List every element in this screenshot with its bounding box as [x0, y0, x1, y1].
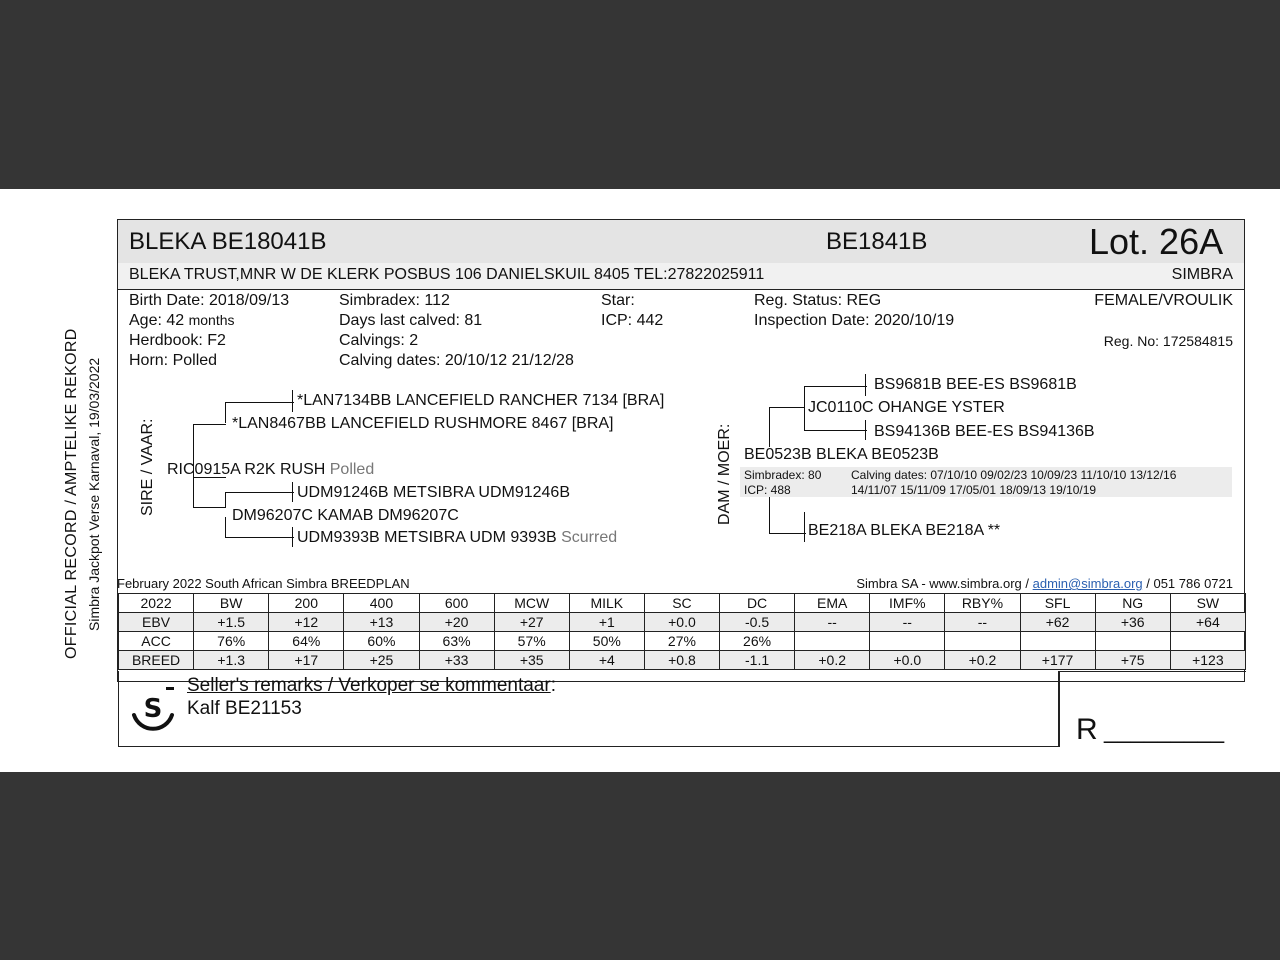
- sire-tree-sss-tick: [292, 390, 293, 412]
- ebv-cell: 57%: [494, 632, 569, 651]
- calving-dates: Calving dates: 20/10/12 21/12/28: [339, 352, 574, 369]
- ebv-cell: +17: [269, 651, 344, 670]
- ebv-cell: EBV: [119, 613, 194, 632]
- dam-tree-dsd-tick: [865, 420, 866, 440]
- owner-info: BLEKA TRUST,MNR W DE KLERK POSBUS 106 DANIELSKUIL 8405 TEL:27822025911: [129, 266, 765, 283]
- contact-prefix: Simbra SA - www.simbra.org /: [856, 576, 1033, 591]
- ebv-cell: +62: [1020, 613, 1095, 632]
- ebv-cell: [945, 632, 1020, 651]
- breedplan-source: February 2022 South African Simbra BREEDPLAN: [117, 576, 410, 591]
- side-sale-info: Simbra Jackpot Verse Karnaval, 19/03/2022: [86, 357, 102, 631]
- animal-id-code: BE1841B: [826, 228, 928, 255]
- price-label: R: [1076, 713, 1098, 746]
- ebv-cell: +35: [494, 651, 569, 670]
- ebv-header-row: [119, 594, 1246, 613]
- ebv-cell: 60%: [344, 632, 419, 651]
- sire-sire-sire: *LAN7134BB LANCEFIELD RANCHER 7134 [BRA]: [297, 392, 665, 409]
- ebv-col-header: 2022: [119, 594, 194, 613]
- side-title: OFFICIAL RECORD / AMPTELIKE REKORD: [63, 328, 80, 659]
- dam-sire: JC0110C OHANGE YSTER: [808, 399, 1005, 416]
- ebv-cell: +75: [1095, 651, 1170, 670]
- ebv-row-acc: [119, 632, 1246, 651]
- ebv-cell: +36: [1095, 613, 1170, 632]
- ebv-col-header: MILK: [569, 594, 644, 613]
- remarks-title-text: Seller's remarks / Verkoper se kommentaar: [187, 675, 551, 696]
- ebv-cell: 50%: [569, 632, 644, 651]
- dam-tree-top: [769, 407, 805, 408]
- remarks-box: [118, 671, 1059, 747]
- ebv-cell: +0.0: [644, 613, 719, 632]
- ebv-cell: --: [945, 613, 1020, 632]
- ebv-cell: +177: [1020, 651, 1095, 670]
- sire-dam-dam: [297, 529, 617, 547]
- sire-tree-sd-link: [193, 477, 194, 507]
- dam-tree-dss-tick: [865, 374, 866, 396]
- dam-label: DAM / MOER:: [716, 423, 733, 525]
- ebv-cell: +25: [344, 651, 419, 670]
- remarks-title: [187, 675, 556, 697]
- days-last-calved: Days last calved: 81: [339, 312, 483, 329]
- ebv-col-header: RBY%: [945, 594, 1020, 613]
- sire-tree-top: [193, 424, 226, 425]
- dam-simbradex: Simbradex: 80: [744, 468, 822, 482]
- simbradex: Simbradex: 112: [339, 292, 450, 309]
- breedplan-contact: [856, 576, 1233, 591]
- dam-stats-strip: [740, 467, 1232, 497]
- ebv-cell: +0.2: [795, 651, 870, 670]
- ebv-cell: +20: [419, 613, 494, 632]
- sire-tree-ssd-tick: [292, 482, 293, 502]
- sire-dam-dam-horn: Scurred: [561, 529, 618, 546]
- ebv-cell: [1020, 632, 1095, 651]
- reg-number: Reg. No: 172584815: [1103, 333, 1233, 349]
- animal-name: BLEKA BE18041B: [129, 228, 327, 255]
- ebv-cell: +0.0: [870, 651, 945, 670]
- ebv-col-header: SC: [644, 594, 719, 613]
- ebv-col-header: NG: [1095, 594, 1170, 613]
- ebv-cell: +64: [1170, 613, 1245, 632]
- remarks-text: Kalf BE21153: [187, 698, 302, 719]
- herdbook: Herdbook: F2: [129, 332, 226, 349]
- ebv-cell: 26%: [720, 632, 795, 651]
- ebv-col-header: 400: [344, 594, 419, 613]
- horn-status: Horn: Polled: [129, 352, 218, 369]
- header-band: [118, 220, 1244, 264]
- record-sheet: [0, 189, 1280, 772]
- ebv-cell: -0.5: [720, 613, 795, 632]
- dam-sire-sire: BS9681B BEE-ES BS9681B: [874, 376, 1077, 393]
- sire-sire: *LAN8467BB LANCEFIELD RUSHMORE 8467 [BRA]: [232, 415, 614, 432]
- icp: ICP: 442: [601, 312, 664, 329]
- ebv-col-header: EMA: [795, 594, 870, 613]
- ebv-cell: +13: [344, 613, 419, 632]
- ebv-col-header: IMF%: [870, 594, 945, 613]
- age-unit: months: [188, 312, 235, 328]
- ebv-cell: +1.3: [194, 651, 269, 670]
- age-value: Age: 42: [129, 312, 185, 329]
- ebv-row-ebv: [119, 613, 1246, 632]
- breed-name: SIMBRA: [1171, 266, 1233, 283]
- sire-tree-sd: [193, 507, 226, 508]
- ebv-cell: [1095, 632, 1170, 651]
- dam-sire-dam: BS94136B BEE-ES BS94136B: [874, 423, 1095, 440]
- owner-band: [118, 263, 1244, 290]
- ebv-cell: +1.5: [194, 613, 269, 632]
- contact-suffix: / 051 786 0721: [1142, 576, 1233, 591]
- star: Star:: [601, 292, 635, 309]
- dam-dam: BE218A BLEKA BE218A **: [808, 522, 1001, 539]
- ebv-cell: +0.8: [644, 651, 719, 670]
- ebv-cell: -1.1: [720, 651, 795, 670]
- ebv-table: [118, 593, 1246, 670]
- sire-dam-dam-text: UDM9393B METSIBRA UDM 9393B: [297, 529, 557, 546]
- dam-calving-dates-cont: 14/11/07 15/11/09 17/05/01 18/09/13 19/10/19: [851, 483, 1097, 497]
- sire-sire-dam: UDM91246B METSIBRA UDM91246B: [297, 484, 570, 501]
- dam-tree-link: [769, 407, 770, 447]
- email-link[interactable]: admin@simbra.org: [1032, 576, 1143, 591]
- dam-name: BE0523B BLEKA BE0523B: [744, 446, 939, 463]
- inspection-date: Inspection Date: 2020/10/19: [754, 312, 955, 329]
- animal-card: [117, 219, 1245, 746]
- sire-dam: DM96207C KAMAB DM96207C: [232, 507, 459, 524]
- ebv-col-header: BW: [194, 594, 269, 613]
- reg-status: Reg. Status: REG: [754, 292, 882, 309]
- ebv-cell: --: [870, 613, 945, 632]
- ebv-cell: 76%: [194, 632, 269, 651]
- ebv-cell: +27: [494, 613, 569, 632]
- remarks-colon: :: [550, 675, 556, 696]
- sire-name: [167, 461, 374, 479]
- lot-number: Lot. 26A: [1089, 221, 1224, 262]
- ebv-col-header: 600: [419, 594, 494, 613]
- ebv-cell: ACC: [119, 632, 194, 651]
- ebv-cell: +0.2: [945, 651, 1020, 670]
- dam-tree-dd-link: [769, 497, 806, 534]
- dam-calving-dates: Calving dates: 07/10/10 09/02/23 10/09/23 11/10/10 13/12/16: [851, 468, 1177, 482]
- ebv-cell: --: [795, 613, 870, 632]
- dam-icp: ICP: 488: [744, 483, 791, 497]
- ebv-col-header: SW: [1170, 594, 1245, 613]
- ebv-cell: +12: [269, 613, 344, 632]
- ebv-cell: +4: [569, 651, 644, 670]
- ebv-cell: +123: [1170, 651, 1245, 670]
- ebv-cell: +1: [569, 613, 644, 632]
- ebv-cell: [1170, 632, 1245, 651]
- ebv-col-header: SFL: [1020, 594, 1095, 613]
- svg-text:S: S: [143, 694, 163, 724]
- simbra-logo-icon: [128, 685, 178, 735]
- ebv-cell: +33: [419, 651, 494, 670]
- birth-date: Birth Date: 2018/09/13: [129, 292, 290, 309]
- ebv-row-breed: [119, 651, 1246, 670]
- ebv-col-header: MCW: [494, 594, 569, 613]
- sire-name-text: RIC0915A R2K RUSH: [167, 461, 326, 478]
- ebv-cell: BREED: [119, 651, 194, 670]
- ebv-col-header: 200: [269, 594, 344, 613]
- sire-label: SIRE / VAAR:: [139, 418, 156, 516]
- ebv-cell: 63%: [419, 632, 494, 651]
- age: [129, 312, 235, 330]
- dam-tree-dd-tick: [804, 512, 805, 542]
- ebv-cell: 64%: [269, 632, 344, 651]
- ebv-cell: [870, 632, 945, 651]
- calvings: Calvings: 2: [339, 332, 419, 349]
- sire-horn: Polled: [329, 461, 375, 478]
- sire-tree-ssd-line: [225, 492, 294, 507]
- sex: FEMALE/VROULIK: [1094, 292, 1233, 309]
- ebv-col-header: DC: [720, 594, 795, 613]
- sire-tree-sdd-tick: [292, 527, 293, 547]
- price-blank[interactable]: _________: [1104, 717, 1225, 744]
- ebv-cell: 27%: [644, 632, 719, 651]
- ebv-cell: [795, 632, 870, 651]
